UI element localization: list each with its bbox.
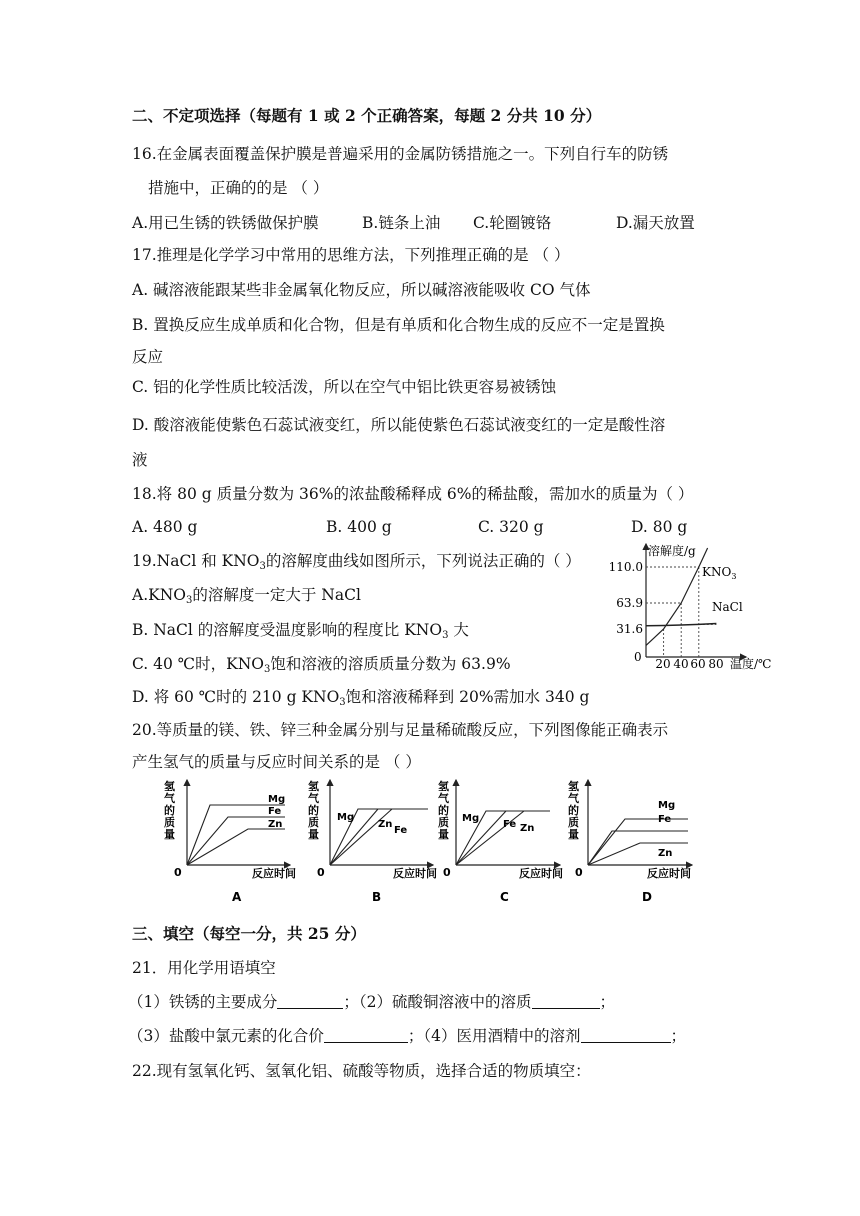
svg-text:Mg: Mg — [268, 794, 286, 805]
question-17-option-d: D. 酸溶液能使紫色石蕊试液变红，所以能使紫色石蕊试液变红的一定是酸性溶 — [132, 416, 666, 434]
solubility-chart — [596, 540, 796, 680]
y-tick-label: 63.9 — [616, 596, 643, 610]
svg-text:Fe: Fe — [394, 825, 408, 836]
svg-text:氢: 氢 — [164, 780, 175, 793]
svg-text:Fe: Fe — [658, 814, 672, 825]
svg-text:Zn: Zn — [658, 848, 673, 859]
svg-text:氢: 氢 — [568, 780, 579, 793]
x-tick-label: 40 — [673, 657, 689, 671]
svg-text:气: 气 — [308, 792, 319, 805]
graph-panel-c — [438, 779, 563, 904]
question-22-stem: 22.现有氢氧化钙、氢氧化铝、硫酸等物质，选择合适的物质填空： — [132, 1062, 591, 1080]
svg-text:氢: 氢 — [308, 780, 319, 793]
question-17-option-a: A. 碱溶液能跟某些非金属氧化物反应，所以碱溶液能吸收 CO 气体 — [132, 281, 591, 299]
svg-text:Fe: Fe — [503, 819, 517, 830]
graph-panel-b — [308, 779, 437, 904]
x-tick-label: 80 — [708, 657, 724, 671]
graph-panel-a — [164, 779, 296, 904]
svg-text:Zn: Zn — [268, 819, 283, 830]
question-18-option-b: B. 400 g — [326, 518, 392, 536]
svg-text:量: 量 — [164, 828, 175, 841]
question-17-option-d-cont: 液 — [132, 451, 148, 469]
svg-text:质: 质 — [568, 816, 579, 829]
svg-text:反应时间: 反应时间 — [647, 867, 691, 880]
section-title: 二、不定项选择（每题有 1 或 2 个正确答案，每题 2 分共 10 分） — [132, 106, 602, 125]
question-16-option-c: C.轮圈镀铬 — [473, 214, 552, 232]
question-18-option-a: A. 480 g — [132, 518, 198, 536]
x-axis-label: 温度/℃ — [730, 657, 772, 671]
hydrogen-graphs — [160, 775, 720, 905]
question-17-stem: 17.推理是化学学习中常用的思维方法，下列推理正确的是 （ ） — [132, 246, 570, 264]
question-21-stem: 21．用化学用语填空 — [132, 959, 276, 977]
question-19-option-c: C. 40 ℃时，KNO3饱和溶液的溶质质量分数为 63.9% — [132, 655, 511, 675]
svg-text:反应时间: 反应时间 — [519, 867, 563, 880]
origin-label: 0 — [634, 650, 642, 664]
question-17-option-b-cont: 反应 — [132, 348, 164, 366]
svg-text:量: 量 — [438, 828, 449, 841]
svg-text:氢: 氢 — [438, 780, 449, 793]
svg-text:Mg: Mg — [462, 813, 480, 824]
answer-blank-3[interactable] — [324, 1027, 408, 1043]
svg-text:Fe: Fe — [268, 806, 282, 817]
question-16-option-b: B.链条上油 — [362, 214, 441, 232]
answer-blank-4[interactable] — [581, 1027, 671, 1043]
y-tick-label: 31.6 — [616, 622, 643, 636]
question-16-option-d: D.漏天放置 — [616, 214, 695, 232]
svg-text:Zn: Zn — [520, 823, 535, 834]
question-20-stem-cont: 产生氢气的质量与反应时间关系的是 （ ） — [132, 753, 421, 771]
question-19-option-a: A.KNO3的溶解度一定大于 NaCl — [132, 586, 361, 606]
question-19-option-d: D. 将 60 ℃时的 210 g KNO3饱和溶液稀释到 20%需加水 340 g — [132, 688, 590, 708]
answer-blank-1[interactable] — [277, 993, 343, 1009]
svg-text:A: A — [232, 890, 242, 904]
question-16-stem: 16.在金属表面覆盖保护膜是普遍采用的金属防锈措施之一。下列自行车的防锈 — [132, 145, 669, 163]
svg-text:反应时间: 反应时间 — [393, 867, 437, 880]
question-18-option-d: D. 80 g — [631, 518, 688, 536]
svg-text:的: 的 — [568, 804, 579, 817]
svg-text:0: 0 — [575, 866, 583, 879]
question-16-option-a: A.用已生锈的铁锈做保护膜 — [132, 214, 319, 232]
svg-text:的: 的 — [308, 804, 319, 817]
svg-text:质: 质 — [438, 816, 449, 829]
svg-text:0: 0 — [317, 866, 325, 879]
svg-text:气: 气 — [438, 792, 449, 805]
question-18-option-c: C. 320 g — [478, 518, 544, 536]
answer-blank-2[interactable] — [532, 993, 600, 1009]
svg-text:的: 的 — [164, 804, 175, 817]
svg-text:B: B — [372, 890, 382, 904]
svg-text:质: 质 — [308, 816, 319, 829]
svg-text:0: 0 — [443, 866, 451, 879]
y-axis-label: 溶解度/g — [648, 544, 696, 558]
question-21-line-1: （1）铁锈的主要成分 ；（2）硫酸铜溶液中的溶质 ； — [128, 993, 616, 1011]
x-tick-label: 60 — [690, 657, 706, 671]
question-16-stem-cont: 措施中，正确的的是 （ ） — [148, 179, 329, 197]
svg-text:质: 质 — [164, 816, 175, 829]
question-19-stem: 19.NaCl 和 KNO3的溶解度曲线如图所示，下列说法正确的（ ） — [132, 552, 581, 572]
question-17-option-c: C. 铝的化学性质比较活泼，所以在空气中铝比铁更容易被锈蚀 — [132, 378, 557, 396]
svg-text:C: C — [500, 890, 509, 904]
svg-text:气: 气 — [164, 792, 175, 805]
svg-text:Mg: Mg — [337, 812, 355, 823]
question-18-stem: 18.将 80 g 质量分数为 36%的浓盐酸稀释成 6%的稀盐酸，需加水的质量为（ ） — [132, 485, 694, 503]
svg-text:Zn: Zn — [378, 819, 393, 830]
series-label-nacl: NaCl — [712, 600, 743, 614]
y-tick-label: 110.0 — [608, 560, 643, 574]
question-20-stem: 20.等质量的镁、铁、锌三种金属分别与足量稀硫酸反应，下列图像能正确表示 — [132, 721, 669, 739]
svg-text:Mg: Mg — [658, 800, 676, 811]
x-tick-label: 20 — [655, 657, 671, 671]
section-title: 三、填空（每空一分，共 25 分） — [132, 924, 366, 943]
graph-panel-d — [568, 779, 692, 904]
question-19-option-b: B. NaCl 的溶解度受温度影响的程度比 KNO3 大 — [132, 621, 469, 641]
svg-text:气: 气 — [568, 792, 579, 805]
svg-text:0: 0 — [174, 866, 182, 879]
series-label-kno3: $KNO_3$ — [702, 565, 737, 581]
svg-text:量: 量 — [568, 828, 579, 841]
svg-text:的: 的 — [438, 804, 449, 817]
question-21-line-2: （3）盐酸中氯元素的化合价 ；（4）医用酒精中的溶剂 ； — [128, 1027, 687, 1045]
question-17-option-b: B. 置换反应生成单质和化合物，但是有单质和化合物生成的反应不一定是置换 — [132, 316, 665, 334]
svg-text:反应时间: 反应时间 — [252, 867, 296, 880]
svg-text:量: 量 — [308, 828, 319, 841]
svg-text:D: D — [642, 890, 652, 904]
